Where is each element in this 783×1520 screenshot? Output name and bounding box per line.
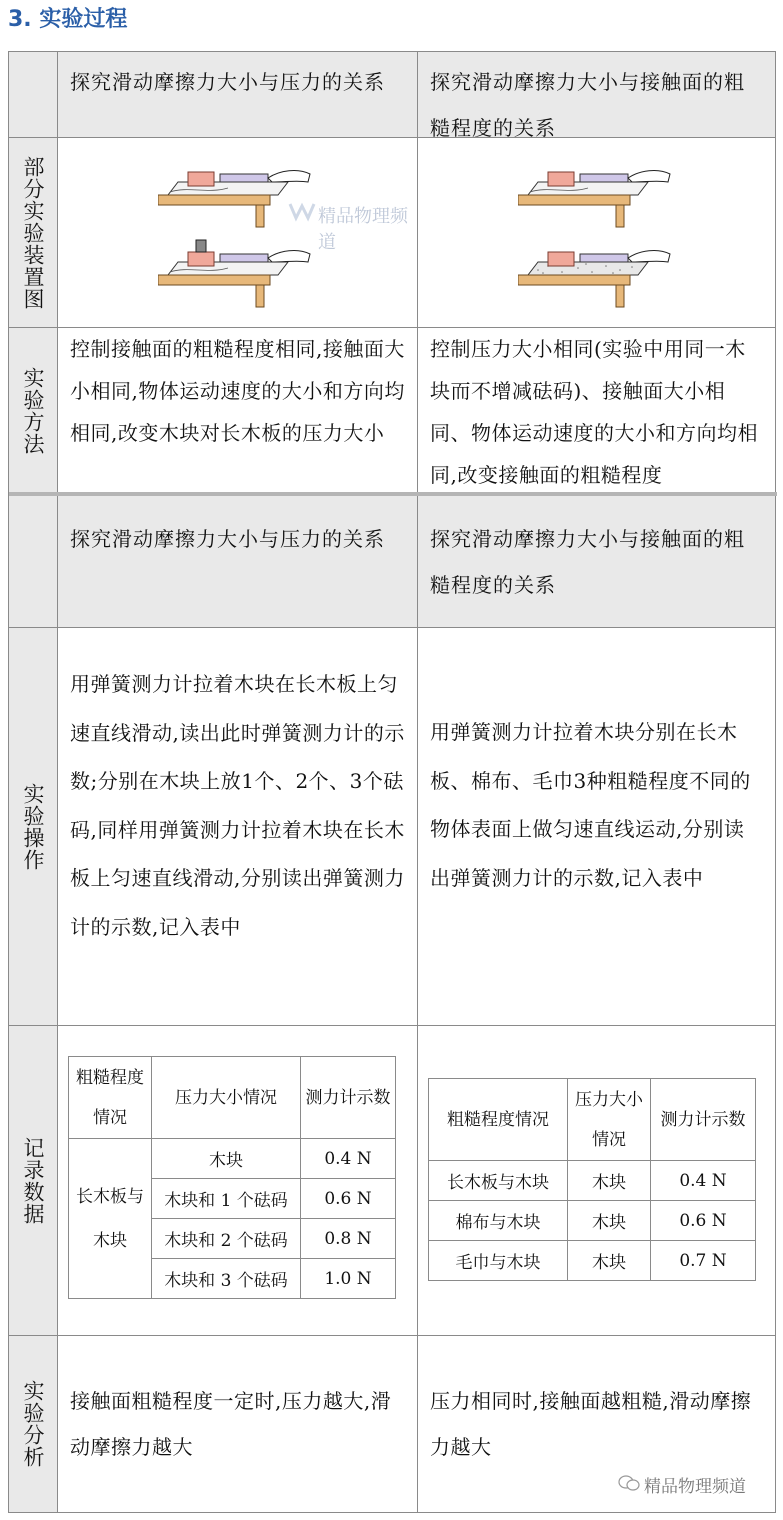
row-label-method: 实验方法 (9, 328, 58, 494)
watermark-logo-icon (288, 200, 316, 222)
operation-right: 用弹簧测力计拉着木块分别在长木板、棉布、毛巾3种粗糙程度不同的物体表面上做匀速直线运动,分别读出弹簧测力计的示数,记入表中 (418, 628, 775, 1026)
record-table-roughness: 粗糙程度情况 压力大小情况 测力计示数 长木板与木块 木块 0.4 N 棉布与木块 木块 0.6 N 毛巾与木块 木块 0.7 N (428, 1078, 756, 1281)
analysis-right: 压力相同时,接触面越粗糙,滑动摩擦力越大 精品物理频道 (430, 1389, 752, 1497)
record-table-pressure: 粗糙程度情况 压力大小情况 测力计示数 长木板与木块 木块 0.4 N 木块和 1 个砝码 0.6 N 木块和 2 个砝码 0.8 N 木块和 3 个砝码 1.0 N (68, 1056, 396, 1299)
col-header-right-text: 探究滑动摩擦力大小与接触面的粗糙程度的关系 (430, 70, 745, 140)
apparatus-pressure-image (158, 160, 318, 310)
method-left: 控制接触面的粗糙程度相同,接触面大小相同,物体运动速度的大小和方向均相同,改变木块对长木板的压力大小 (58, 328, 418, 494)
record-left (58, 1026, 418, 1336)
row-label-record: 记录数据 (9, 1026, 58, 1336)
apparatus-left (58, 138, 418, 328)
row-label-operation: 实验操作 (9, 628, 58, 1026)
corner-cell (9, 52, 58, 138)
watermark-center: 精品物理频道 (318, 206, 408, 253)
operation-left: 用弹簧测力计拉着木块在长木板上匀速直线滑动,读出此时弹簧测力计的示数;分别在木块上放1个、2个、3个砝码,同样用弹簧测力计拉着木块在长木板上匀速直线滑动,分别读出弹簧测力计的示数,记入表中 (58, 628, 418, 1026)
watermark-footer: 精品物理频道 (644, 1477, 746, 1497)
col-header-right (418, 52, 775, 138)
corner-cell-2 (9, 496, 58, 628)
row-label-analysis: 实验分析 (9, 1336, 58, 1512)
col-header-left (58, 52, 418, 138)
method-right: 控制压力大小相同(实验中用同一木块而不增减砝码)、接触面大小相同、物体运动速度的大小和方向均相同,改变接触面的粗糙程度 (418, 328, 775, 494)
row-label-apparatus: 部分实验装置图 (9, 138, 58, 328)
record-right (418, 1026, 775, 1336)
section-title: 3. 实验过程 (8, 7, 128, 32)
col-header-left-text: 探究滑动摩擦力大小与压力的关系 (70, 70, 385, 94)
apparatus-right (418, 138, 775, 328)
col-header-right-2: 探究滑动摩擦力大小与接触面的粗糙程度的关系 (418, 496, 775, 628)
wechat-icon (618, 1474, 640, 1492)
analysis-left: 接触面粗糙程度一定时,压力越大,滑动摩擦力越大 (58, 1336, 418, 1512)
col-header-left-2: 探究滑动摩擦力大小与压力的关系 (58, 496, 418, 628)
apparatus-roughness-image (518, 160, 678, 310)
experiment-table (8, 51, 776, 1513)
